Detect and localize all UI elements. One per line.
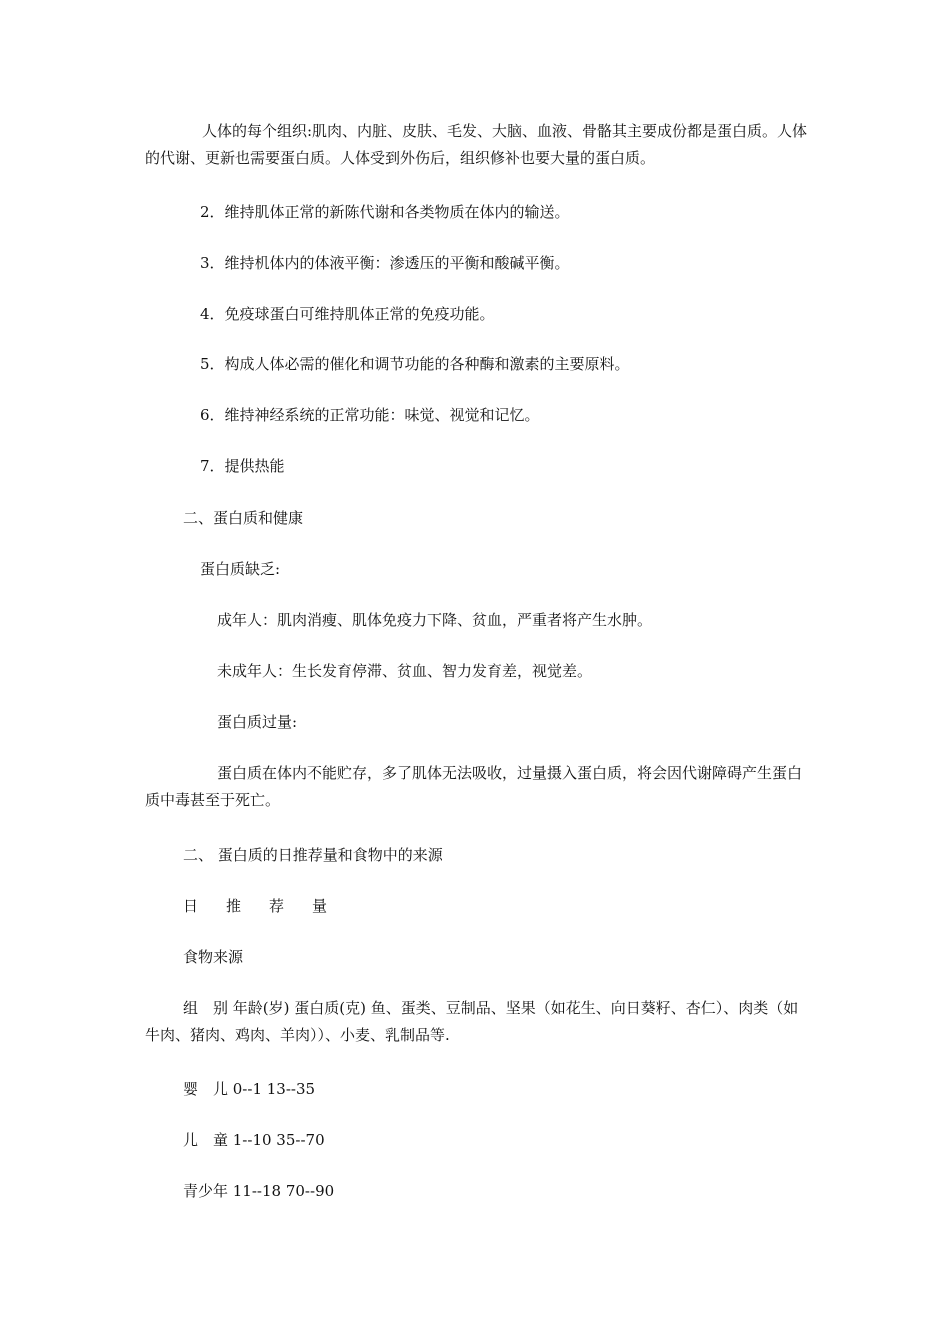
table-row-teen: 青少年 11--18 70--90	[183, 1182, 335, 1200]
excess-label: 蛋白质过量:	[217, 713, 298, 731]
daily-recommended-heading	[183, 893, 810, 920]
paragraph-tissue: 人体的每个组织:肌肉、内脏、皮肤、毛发、大脑、血液、骨骼其主要成份都是蛋白质。人体的代谢、更新也需要蛋白质。人体受到外伤后，组织修补也要大量的蛋白质。	[145, 122, 808, 167]
section-heading-health: 二、蛋白质和健康	[183, 509, 304, 527]
list-item-5: 5．构成人体必需的催化和调节功能的各种酶和激素的主要原料。	[200, 355, 630, 373]
table-row-child: 儿 童 1--10 35--70	[183, 1131, 325, 1149]
food-source-heading: 食物来源	[183, 948, 244, 966]
table-header-row: 组 别 年龄(岁) 蛋白质(克) 鱼、蛋类、豆制品、坚果（如花生、向日葵籽、杏仁）、肉类（如牛肉、猪肉、鸡肉、羊肉））、小麦、乳制品等.	[145, 999, 799, 1044]
minor-effects: 未成年人：生长发育停滞、贫血、智力发育差，视觉差。	[217, 662, 593, 680]
excess-description: 蛋白质在体内不能贮存，多了肌体无法吸收，过量摄入蛋白质，将会因代谢障碍产生蛋白质中毒甚至于死亡。	[145, 764, 803, 809]
table-row-infant: 婴 儿 0--1 13--35	[183, 1080, 316, 1098]
list-item-6: 6．维持神经系统的正常功能：味觉、视觉和记忆。	[200, 406, 540, 424]
daily-char: 日	[183, 897, 199, 915]
daily-char: 荐	[269, 897, 285, 915]
daily-char: 量	[312, 897, 328, 915]
daily-char: 推	[226, 897, 242, 915]
deficiency-label: 蛋白质缺乏:	[200, 560, 281, 578]
list-item-4: 4．免疫球蛋白可维持肌体正常的免疫功能。	[200, 305, 495, 323]
list-item-3: 3．维持机体内的体液平衡：渗透压的平衡和酸碱平衡。	[200, 254, 570, 272]
list-item-2: 2．维持肌体正常的新陈代谢和各类物质在体内的输送。	[200, 203, 570, 221]
adult-effects: 成年人：肌肉消瘦、肌体免疫力下降、贫血，严重者将产生水肿。	[217, 611, 653, 629]
list-item-7: 7．提供热能	[200, 457, 285, 475]
section-heading-intake: 二、 蛋白质的日推荐量和食物中的来源	[183, 846, 443, 864]
